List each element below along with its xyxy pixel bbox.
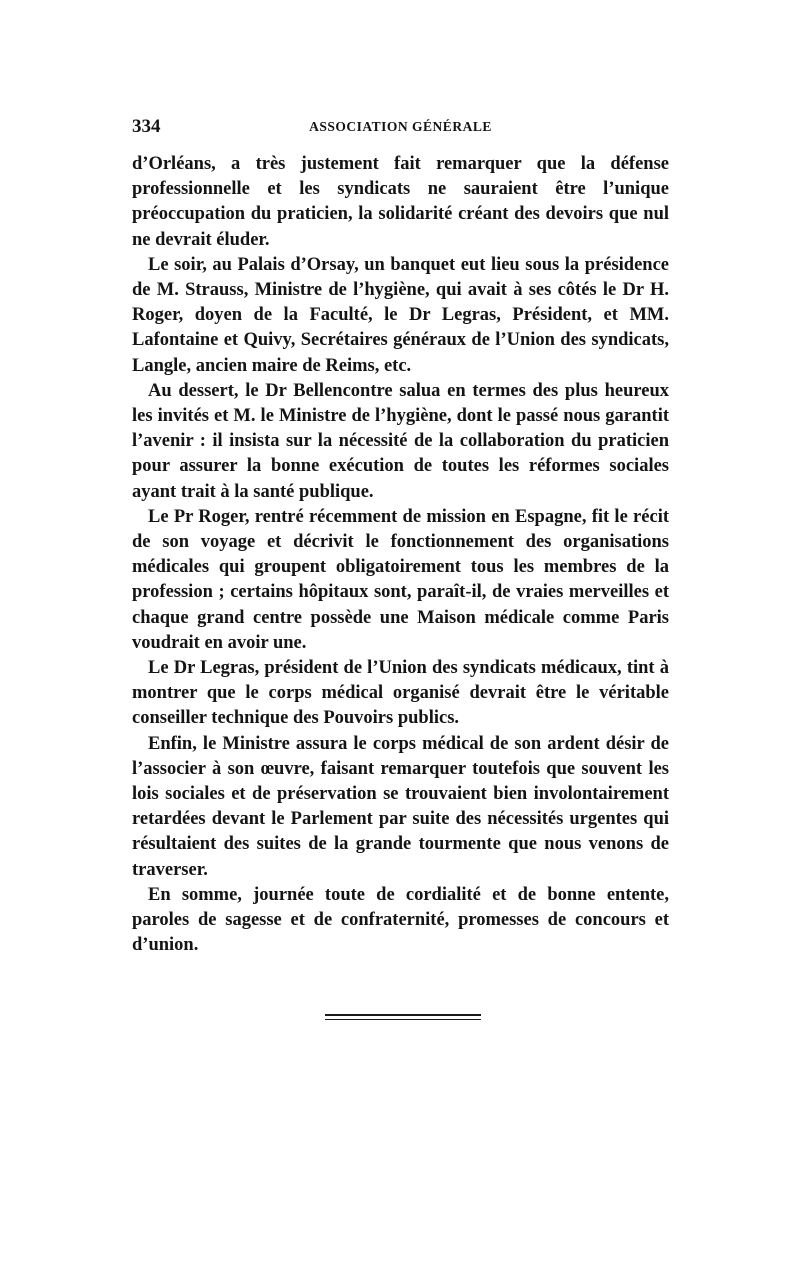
paragraph: Enfin, le Ministre assura le corps médical de son ardent désir de l’associer à son œuvre, faisant remarquer toutefois que souvent les lois sociales et de préservation se trouvaient bien involontairement retardées devant le Parlement par suite des nécessités urgentes qui résultaient des suites de la grande tourmente que nous venons de traverser.	[132, 733, 669, 880]
running-head	[132, 116, 669, 140]
rule-thick	[325, 1014, 481, 1016]
rule-thin	[325, 1019, 481, 1020]
body-text	[132, 152, 669, 959]
paragraph: Le Dr Legras, président de l’Union des syndicats médicaux, tint à montrer que le corps médical organisé devrait être le véritable conseiller technique des Pouvoirs publics.	[132, 658, 669, 729]
running-title: ASSOCIATION GÉNÉRALE	[309, 119, 492, 134]
page-number: 334	[132, 116, 161, 137]
paragraph: Au dessert, le Dr Bellencontre salua en termes des plus heureux les invités et M. le Ministre de l’hygiène, dont le passé nous garantit l’avenir : il insista sur la nécessité de la collaboration du praticien pour assurer la bonne exécution de toutes les réformes sociales ayant trait à la santé publique.	[132, 380, 669, 502]
paragraph: Le Pr Roger, rentré récemment de mission en Espagne, fit le récit de son voyage et décrivit le fonctionnement des organisations médicales qui groupent obligatoirement tous les membres de la profession ; certains hôpitaux sont, paraît-il, de vraies merveilles et chaque grand centre possède une Maison médicale comme Paris voudrait en avoir une.	[132, 506, 669, 653]
closing-double-rule	[325, 1014, 481, 1020]
page-content	[132, 116, 669, 959]
paragraph: d’Orléans, a très justement fait remarquer que la défense professionnelle et les syndicats ne sauraient être l’unique préoccupation du praticien, la solidarité créant des devoirs que nul ne devrait éluder.	[132, 154, 669, 250]
paragraph: En somme, journée toute de cordialité et de bonne entente, paroles de sagesse et de confraternité, promesses de concours et d’union.	[132, 884, 669, 956]
paragraph: Le soir, au Palais d’Orsay, un banquet eut lieu sous la présidence de M. Strauss, Ministre de l’hygiène, qui avait à ses côtés le Dr H. Roger, doyen de la Faculté, le Dr Legras, Président, et MM. Lafontaine et Quivy, Secrétaires généraux de l’Union des syndicats, Langle, ancien maire de Reims, etc.	[132, 254, 669, 376]
